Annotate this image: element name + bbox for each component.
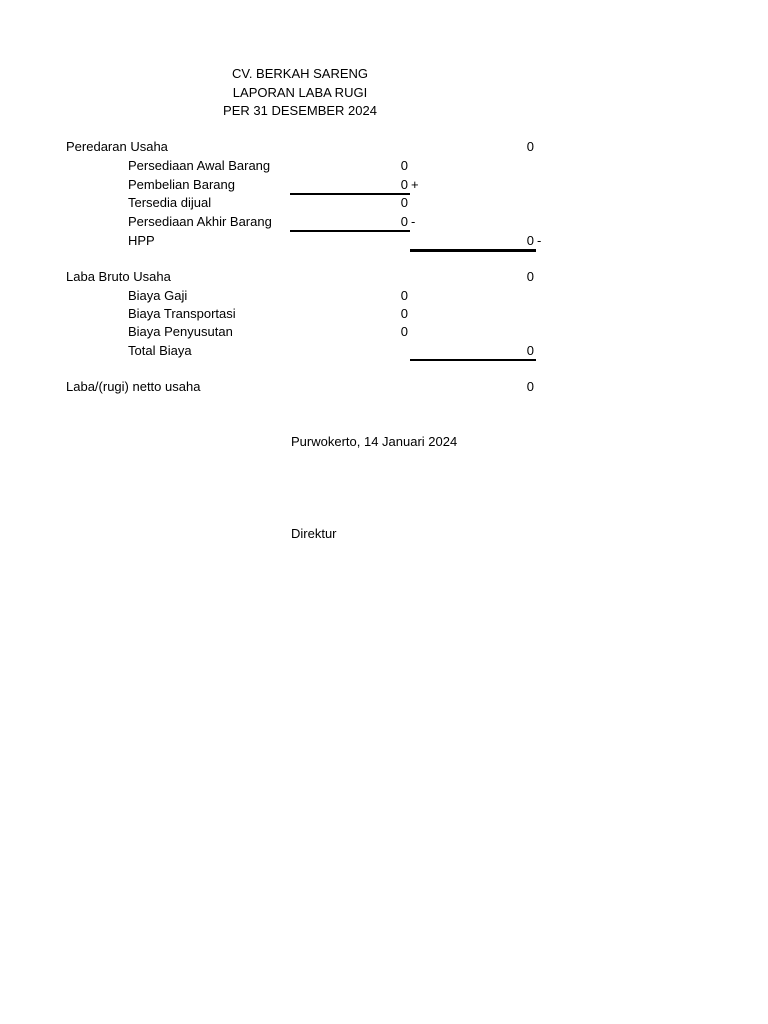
purchases-value: 0: [400, 177, 408, 192]
total-expense-value: 0: [526, 343, 534, 358]
opening-inventory-label: Persediaan Awal Barang: [128, 158, 271, 173]
total-expense-underline: [410, 359, 536, 361]
depreciation-expense-value: 0: [400, 324, 408, 339]
net-profit-value: 0: [526, 379, 534, 394]
available-label: Tersedia dijual: [128, 195, 212, 210]
transport-expense-value: 0: [400, 306, 408, 321]
transport-expense-label: Biaya Transportasi: [128, 306, 236, 321]
salary-expense-label: Biaya Gaji: [128, 288, 188, 303]
hpp-operator: -: [537, 233, 542, 248]
company-name: CV. BERKAH SARENG: [231, 66, 369, 81]
closing-inventory-label: Persediaan Akhir Barang: [128, 214, 272, 229]
total-expense-label: Total Biaya: [128, 343, 192, 358]
salary-expense-value: 0: [400, 288, 408, 303]
closing-inventory-operator: -: [411, 214, 416, 229]
report-period: PER 31 DESEMBER 2024: [223, 103, 377, 118]
revenue-label: Peredaran Usaha: [66, 139, 168, 154]
report-title: LAPORAN LABA RUGI: [232, 85, 368, 100]
gross-profit-value: 0: [526, 269, 534, 284]
hpp-value: 0: [526, 233, 534, 248]
signature-place-date: Purwokerto, 14 Januari 2024: [291, 434, 458, 449]
depreciation-expense-label: Biaya Penyusutan: [128, 324, 233, 339]
purchases-label: Pembelian Barang: [128, 177, 235, 192]
closing-inventory-value: 0: [400, 214, 408, 229]
closing-inventory-underline: [290, 230, 410, 232]
net-profit-label: Laba/(rugi) netto usaha: [66, 379, 201, 394]
gross-profit-label: Laba Bruto Usaha: [66, 269, 171, 284]
signature-title: Direktur: [291, 526, 337, 541]
available-value: 0: [400, 195, 408, 210]
opening-inventory-value: 0: [400, 158, 408, 173]
hpp-underline: [410, 249, 536, 252]
purchases-operator: +: [411, 177, 419, 192]
hpp-label: HPP: [128, 233, 155, 248]
revenue-value: 0: [526, 139, 534, 154]
